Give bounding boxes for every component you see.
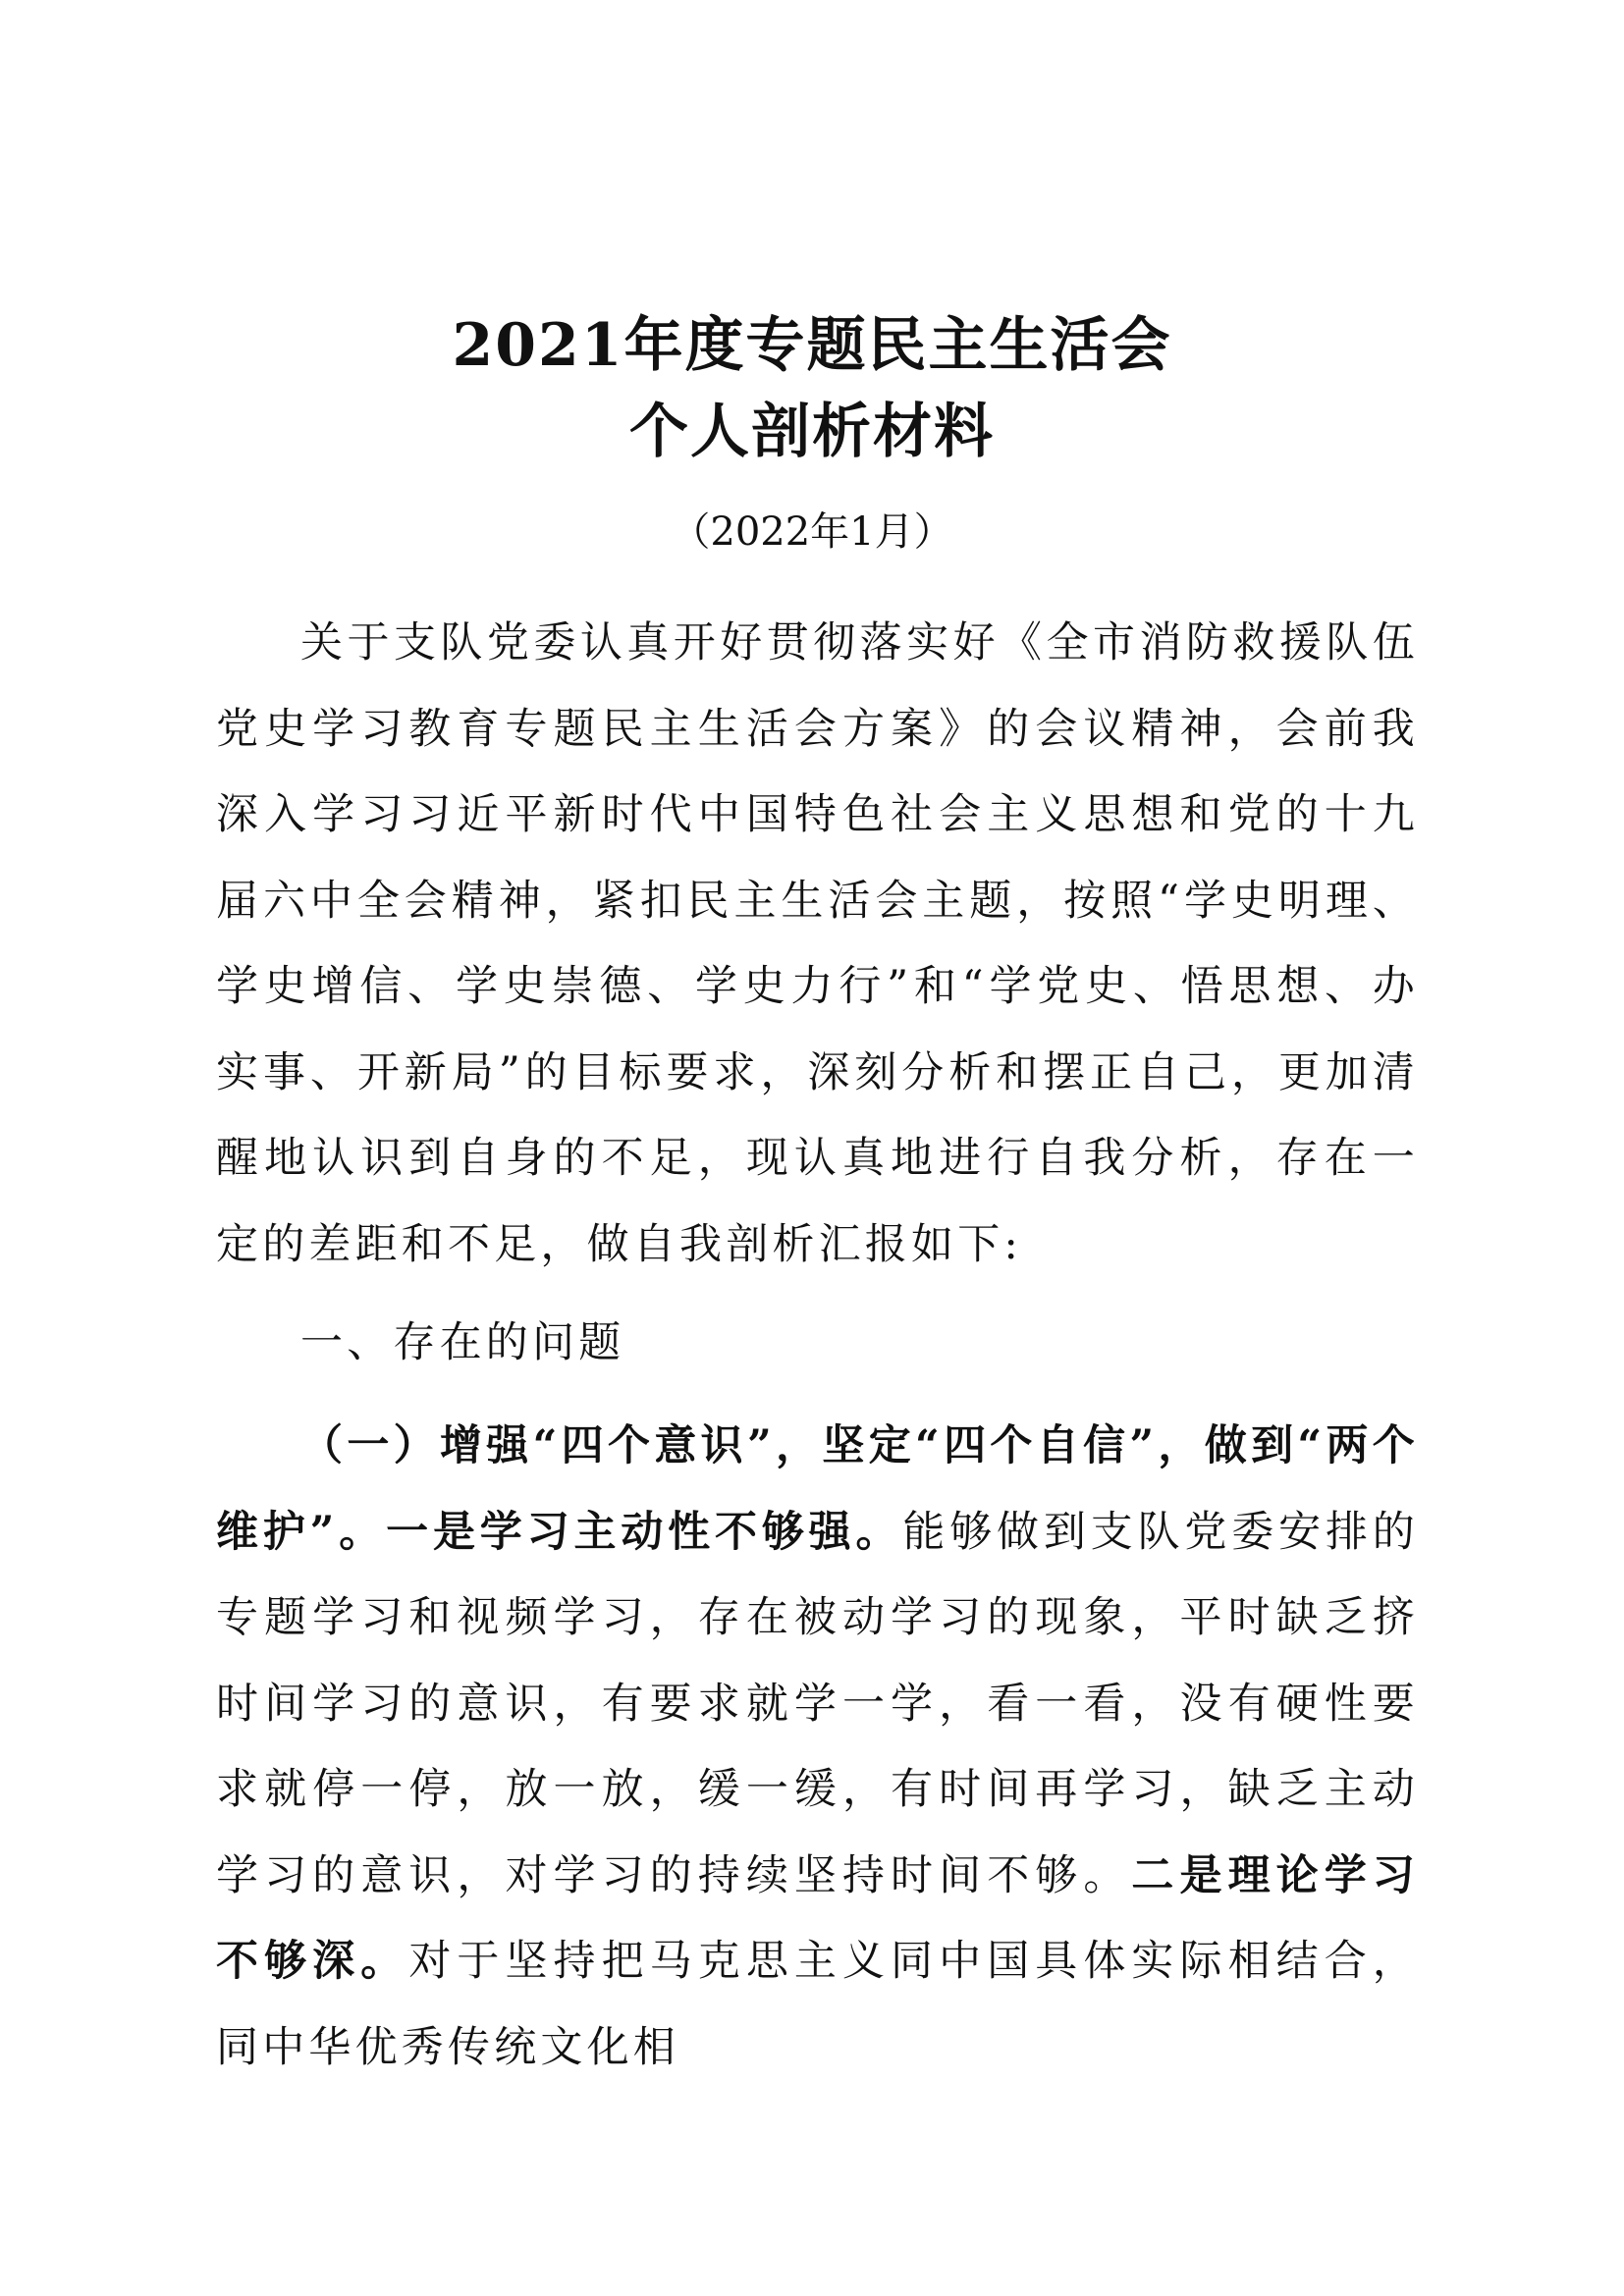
section-heading-problems: 一、存在的问题 (300, 1318, 625, 1367)
document-date: （2022年1月） (671, 509, 953, 555)
intro-paragraph: 关于支队党委认真开好贯彻落实好《全市消防救援队伍党史学习教育专题民主生活会方案》的会议精神，会前我深入学习习近平新时代中国特色社会主义思想和党的十九届六中全会精神，紧扣民主生活会主题，按照“学史明理、学史增信、学史崇德、学史力行”和“学党史、悟思想、办实事、开新局”的目标要求，深刻分析和摆正自己，更加清醒地认识到自身的不足，现认真地进行自我分析，存在一定的差距和不足，做自我剖析汇报如下: (216, 618, 1419, 1269)
document-subtitle: 个人剖析材料 (629, 398, 995, 466)
point-1-sub1-title: 一是学习主动性不够强。 (386, 1507, 903, 1557)
point-1-sub1-text: 能够做到支队党委安排的专题学习和视频学习，存在被动学习的现象，平时缺乏挤时间学习的意识，有要求就学一学，看一看，没有硬性要求就停一停，放一放，缓一缓，有时间再学习，缺乏主动学习的意识，对学习的持续坚持时间不够。 (216, 1507, 1419, 1900)
point-1-heading: （一）增强“四个意识”，坚定“四个自信”，做到“两个维护”。 (216, 1421, 1419, 1557)
point-1-paragraph (216, 1404, 1419, 2091)
point-1-sub2-text: 对于坚持把马克思主义同中国具体实际相结合，同中华优秀传统文化相 (216, 1937, 1419, 2072)
point-1-sub2-title: 二是理论学习不够深。 (216, 1850, 1419, 1986)
document-title: 2021年度专题民主生活会 (452, 311, 1172, 380)
